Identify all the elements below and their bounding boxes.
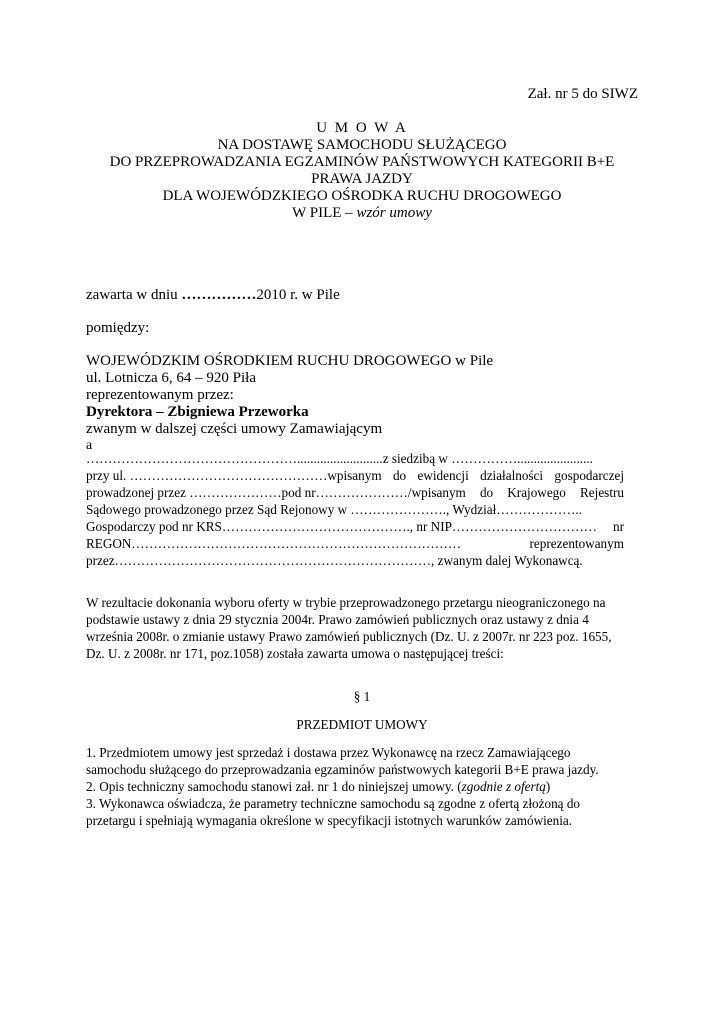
party2-line-3c: Krajowego <box>507 485 566 500</box>
section-1-symbol: § 1 <box>353 689 371 704</box>
party2-line-5a: Gospodarczy pod nr KRS……………………………………., nr NIP…………………………… <box>86 519 597 534</box>
result-line-3: września 2008r. o zmianie ustawy Prawo zamówień publicznych (Dz. U. z 2007r. nr 223 poz. 1655, <box>86 629 612 644</box>
party2-line-6a: REGON………………………………………………………………… <box>86 536 462 551</box>
party2-line-2a: przy ul. ………………………………………wpisanym <box>86 468 382 483</box>
concluded-prefix: zawarta w dniu <box>86 287 182 303</box>
concluded-dots: …………… <box>181 287 257 303</box>
title-line-4: PRAWA JAZDY <box>311 171 413 187</box>
result-line-1: W rezultacie dokonania wyboru oferty w trybie przeprowadzonego przetargu nieograniczonego na <box>86 595 606 610</box>
party2-line-2 <box>86 468 624 484</box>
party2-line-3 <box>86 485 624 501</box>
title-line-6-italic: wzór umowy <box>356 205 432 221</box>
party2-line-7: przez………………………………………………………………, zwanym dalej Wykonawcą. <box>86 553 583 568</box>
party2-line-4: Sądowego prowadzonego przez Sąd Rejonowy w …………………., Wydział……………….. <box>86 502 582 517</box>
concluded-line <box>86 287 340 304</box>
section-1-p3-line-1: 3. Wykonawca oświadcza, że parametry techniczne samochodu są zgodne z ofertą złożoną do <box>86 796 581 811</box>
section-1-p2-prefix: 2. Opis techniczny samochodu stanowi zał. nr 1 do niniejszej umowy. ( <box>86 779 462 794</box>
party2-line-2d: działalności <box>480 468 544 483</box>
concluded-suffix: 2010 r. w Pile <box>256 287 340 303</box>
party2-line-5b: nr <box>613 519 624 534</box>
party1-director: Dyrektora – Zbigniewa Przeworka <box>86 404 309 420</box>
party1-name: WOJEWÓDZKIM OŚRODKIEM RUCHU DROGOWEGO w Pile <box>86 353 494 369</box>
party2-line-2e: gospodarczej <box>554 468 624 483</box>
title-line-2: NA DOSTAWĘ SAMOCHODU SŁUŻĄCEGO <box>217 137 507 153</box>
section-1-p2 <box>86 779 550 795</box>
party2-line-6b: reprezentowanym <box>529 536 624 551</box>
party2-line-2b: do <box>392 468 407 483</box>
title-line-6 <box>0 205 724 222</box>
party2-line-3b: do <box>479 485 494 500</box>
party2-line-3d: Rejestru <box>580 485 624 500</box>
section-1-p2-italic: zgodnie z ofertą <box>461 779 546 794</box>
section-1-p1-line-1: 1. Przedmiotem umowy jest sprzedaż i dostawa przez Wykonawcę na rzecz Zamawiającego <box>86 745 571 760</box>
party2-line-2c: ewidencji <box>417 468 469 483</box>
party2-line-3a: prowadzonej przez …………………pod nr…………………/wpisanym <box>86 485 466 500</box>
section-1-p3-line-2: przetargu i spełniają wymagania określone w specyfikacji istotnych warunków zamówienia. <box>86 813 573 828</box>
party1-called: zwanym w dalszej części umowy Zamawiającym <box>86 421 383 437</box>
result-line-4: Dz. U. z 2008r. nr 171, poz.1058) została zawarta umowa o następującej treści: <box>86 646 504 661</box>
party1-address: ul. Lotnicza 6, 64 – 920 Piła <box>86 370 256 386</box>
attachment-label: Zał. nr 5 do SIWZ <box>527 86 638 102</box>
between-label: pomiędzy: <box>86 320 150 336</box>
result-line-2: podstawie ustawy z dnia 29 stycznia 2004r. Prawo zamówień publicznych oraz ustawy z dnia 4 <box>86 612 589 627</box>
party1-represented: reprezentowanym przez: <box>86 387 234 403</box>
section-1-heading: PRZEDMIOT UMOWY <box>296 717 428 732</box>
section-1-p2-suffix: ) <box>545 779 551 794</box>
party2-line-1: …………………………………………..........................z siedzibą w ……………....................... <box>86 451 593 466</box>
title-line-5: DLA WOJEWÓDZKIEGO OŚRODKA RUCHU DROGOWEGO <box>162 188 562 204</box>
title-line-6-prefix: W PILE – <box>292 205 357 221</box>
and-label: a <box>86 438 93 453</box>
section-1-p1-line-2: samochodu służącego do przeprowadzania egzaminów państwowych kategorii B+E prawa jazdy. <box>86 762 599 777</box>
party2-line-6 <box>86 536 624 552</box>
title-line-3: DO PRZEPROWADZANIA EGZAMINÓW PAŃSTWOWYCH KATEGORII B+E <box>109 154 615 170</box>
title-umowa: U M O W A <box>316 120 408 136</box>
party2-line-5 <box>86 519 624 535</box>
